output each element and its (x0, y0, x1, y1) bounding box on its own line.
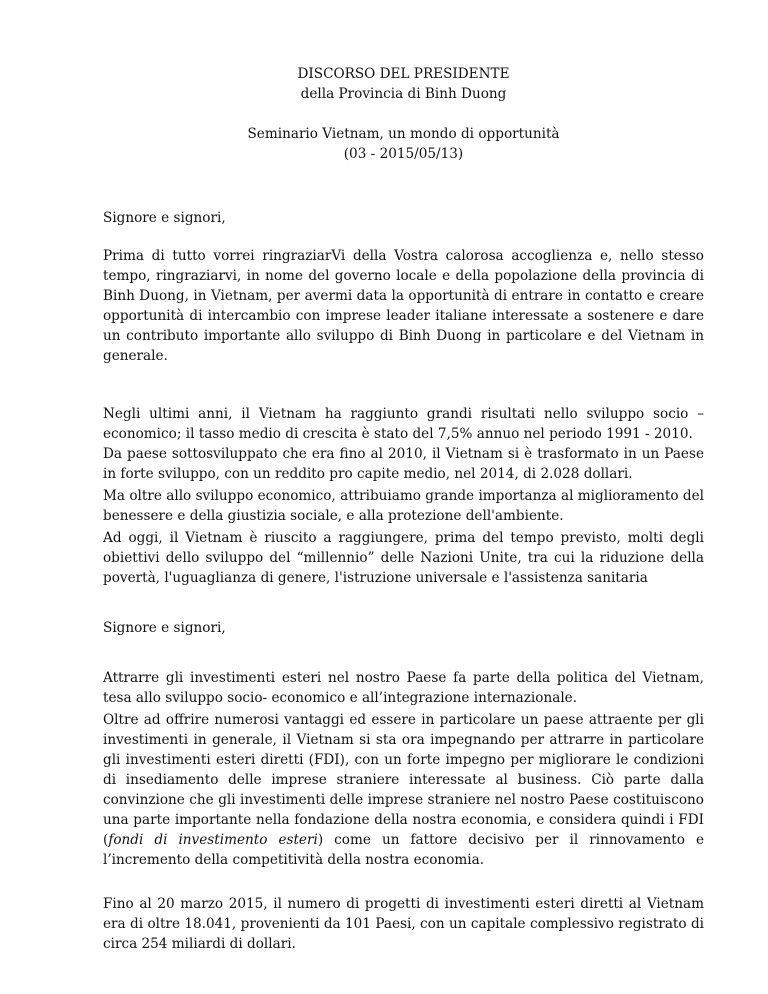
section2-paragraph-2-end: ) come un fattore decisivo per il rinnovamento e l’incremento della competitività della nostra economia. (103, 832, 704, 868)
seminar-date: (03 - 2015/05/13) (343, 146, 464, 162)
document-page (103, 64, 704, 954)
seminar-title: Seminario Vietnam, un mondo di opportunità (247, 126, 560, 142)
section2-italic-term: fondi di investimento esteri (108, 832, 318, 848)
greeting-second: Signore e signori, (103, 620, 226, 636)
section1-paragraph-3: Ma oltre allo sviluppo economico, attribuiamo grande importanza al miglioramento del benessere e della giustizia sociale, e alla protezione dell'ambiente. (103, 488, 704, 524)
section2-paragraph-2 (103, 710, 704, 870)
section1-paragraph-4: Ad oggi, il Vietnam è riuscito a raggiungere, prima del tempo previsto, molti degli obiettivi dello sviluppo del “millennio” delle Nazioni Unite, tra cui la riduzione della povertà, l'uguaglianza di genere, l'istruzione universale e l'assistenza sanitaria (103, 530, 704, 586)
greeting: Signore e signori, (103, 210, 226, 226)
seminar-info (103, 124, 704, 164)
document-subtitle: della Provincia di Binh Duong (300, 86, 507, 102)
document-title: DISCORSO DEL PRESIDENTE (297, 66, 510, 82)
document-header (103, 64, 704, 164)
section1-paragraph-2: Da paese sottosviluppato che era fino al 2010, il Vietnam si è trasformato in un Paese in forte sviluppo, con un reddito pro capite medio, nel 2014, di 2.028 dollari. (103, 446, 704, 482)
section1-paragraph-1: Negli ultimi anni, il Vietnam ha raggiunto grandi risultati nello sviluppo socio – economico; il tasso medio di crescita è stato del 7,5% annuo nel periodo 1991 - 2010. (103, 406, 704, 442)
intro-paragraph: Prima di tutto vorrei ringraziarVi della Vostra calorosa accoglienza e, nello stesso tempo, ringraziarvi, in nome del governo locale e della popolazione della provincia di Binh Duong, in Vietnam, per avermi data la opportunità di entrare in contatto e creare opportunità di intercambio con imprese leader italiane interessate a sostenere e dare un contributo importante allo sviluppo di Binh Duong in particolare e del Vietnam in generale. (103, 248, 704, 364)
closing-paragraph: Fino al 20 marzo 2015, il numero di progetti di investimenti esteri diretti al Vietnam era di oltre 18.041, provenienti da 101 Paesi, con un capitale complessivo registrato di circa 254 miliardi di dollari. (103, 896, 704, 952)
section2-paragraph-2-start: Oltre ad offrire numerosi vantaggi ed essere in particolare un paese attraente per gli investimenti in generale, il Vietnam si sta ora impegnando per attrarre in particolare gli investimenti esteri diretti (FDI), con un forte impegno per migliorare le condizioni di insediamento delle imprese straniere interessate al business. Ciò parte dalla convinzione che gli investimenti delle imprese straniere nel nostro Paese costituiscono una parte importante nella fondazione della nostra economia, e considera quindi i FDI ( (103, 712, 704, 848)
section2-paragraph-1: Attrarre gli investimenti esteri nel nostro Paese fa parte della politica del Vietnam, tesa allo sviluppo socio- economico e all’integrazione internazionale. (103, 670, 704, 706)
